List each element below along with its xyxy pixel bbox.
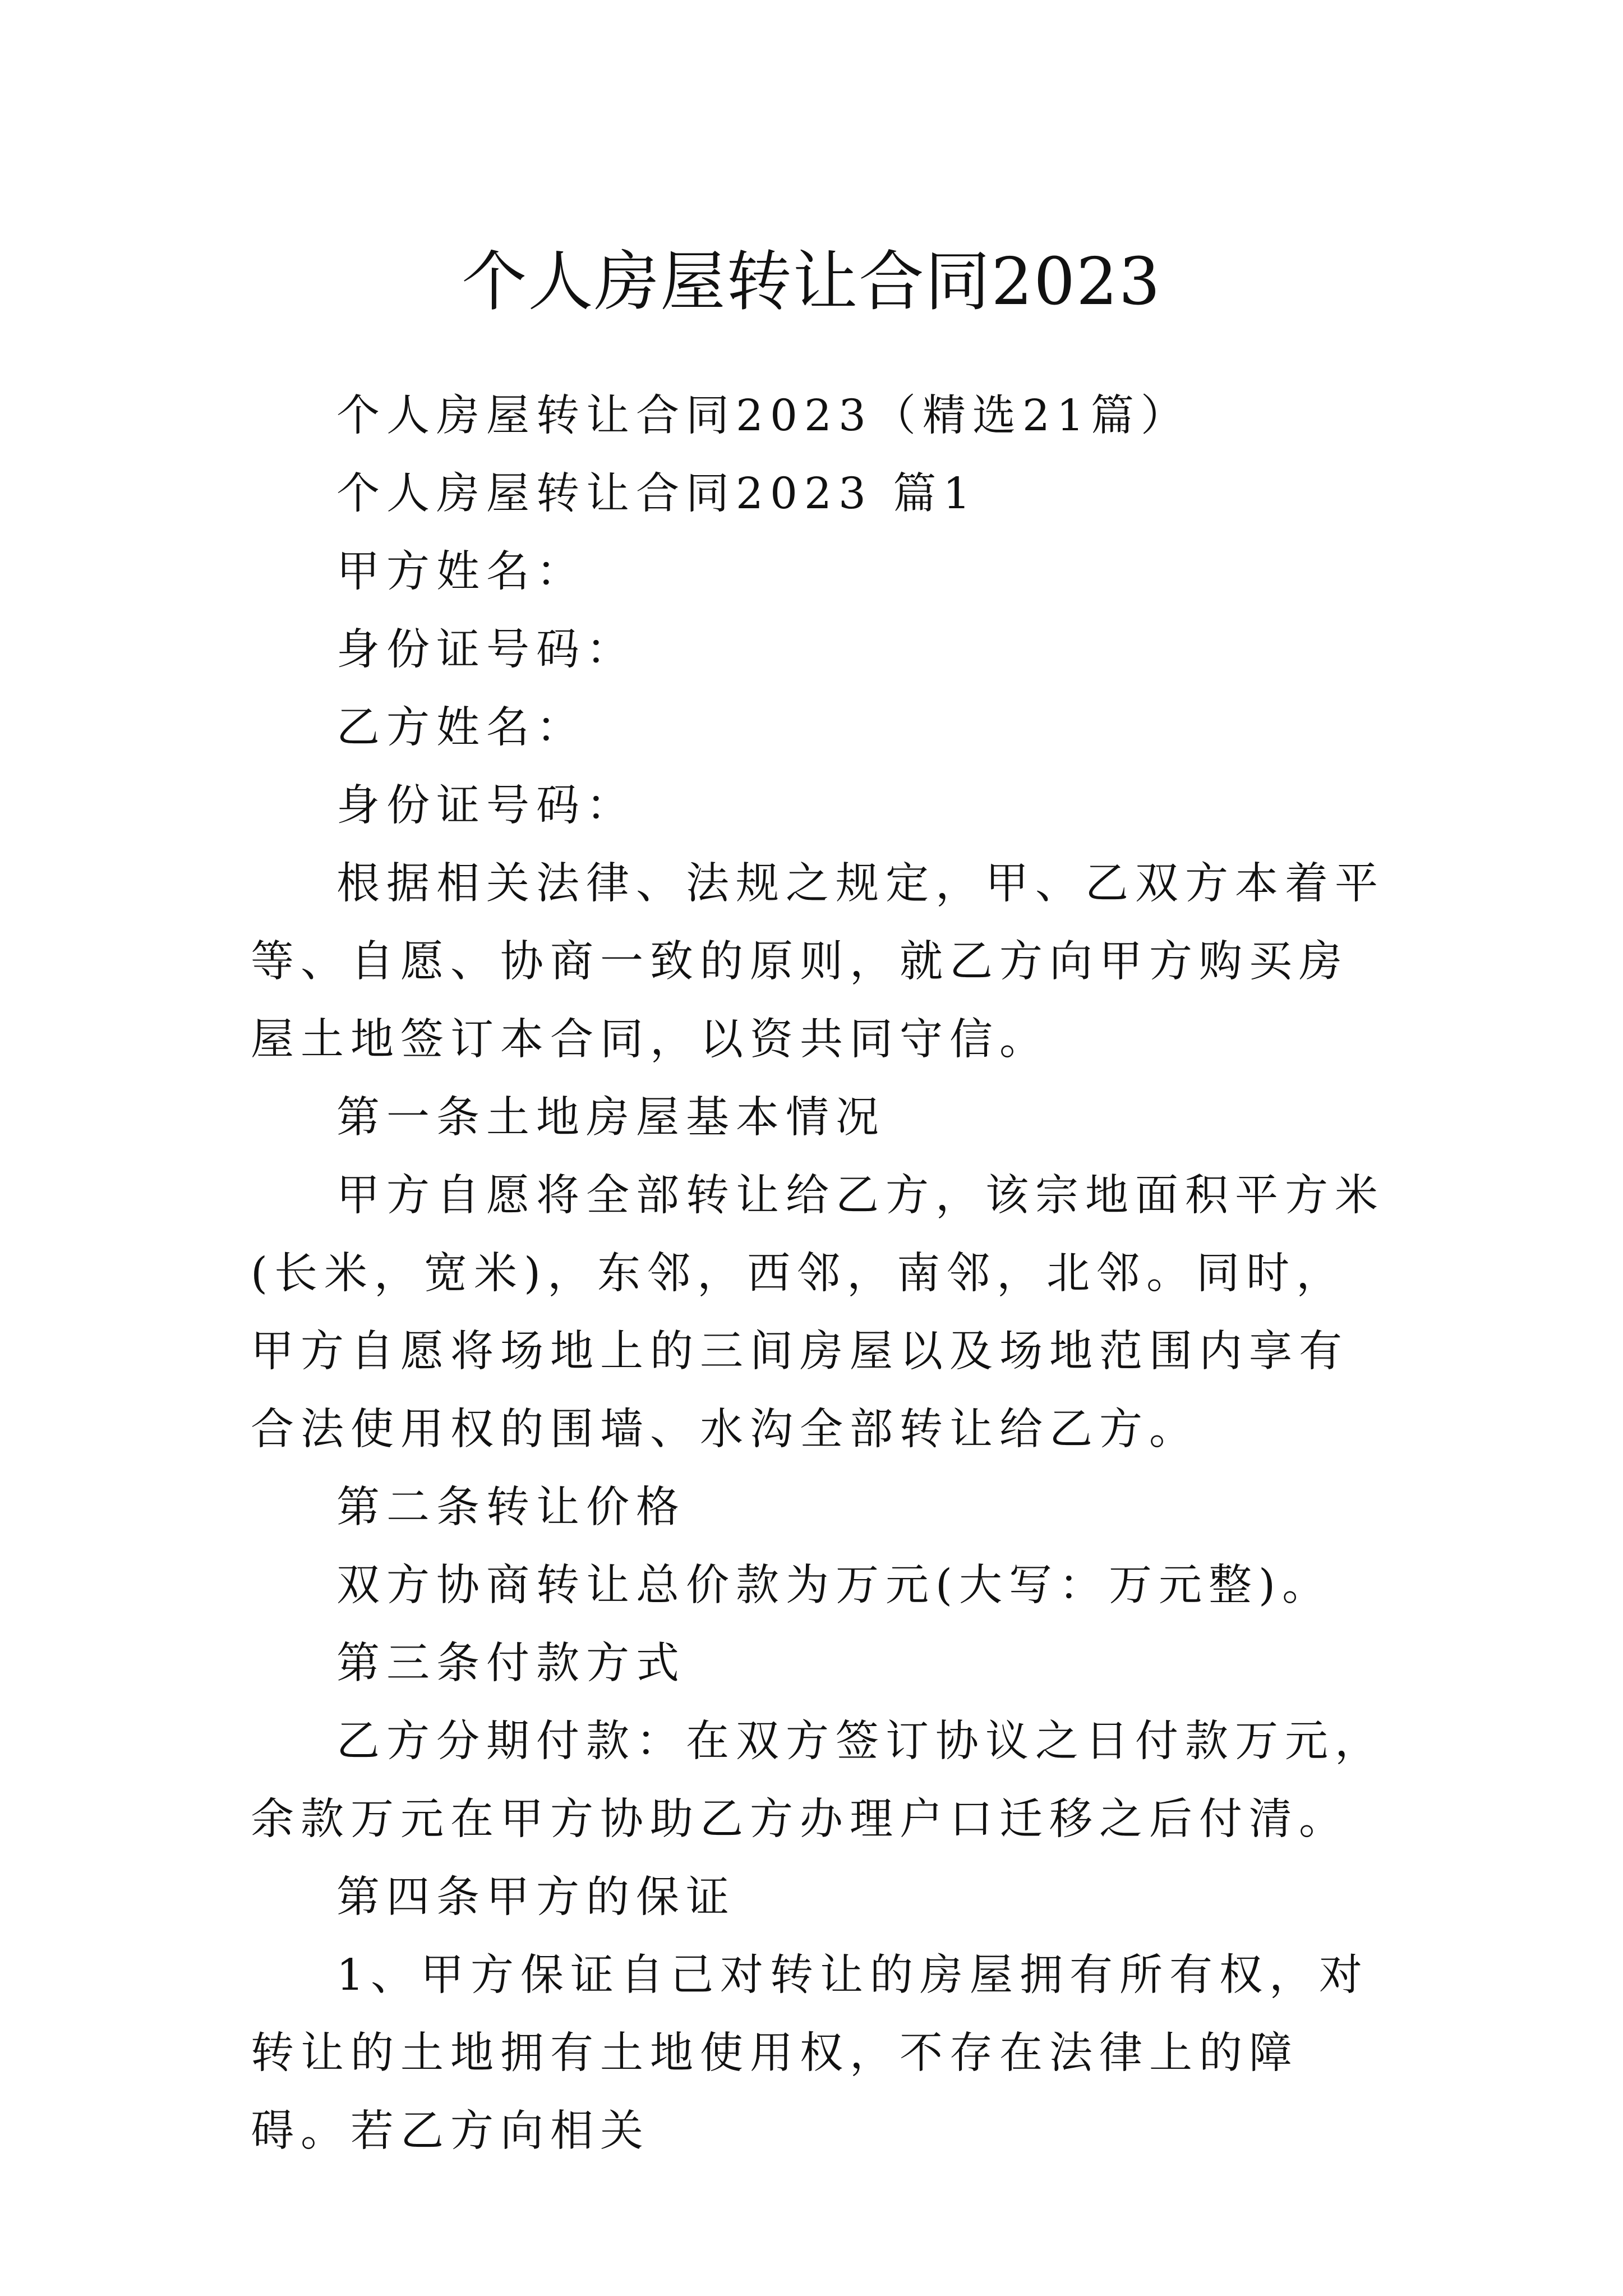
article-2-heading: 第二条转让价格 — [336, 1483, 686, 1533]
article-3-heading: 第三条付款方式 — [336, 1639, 686, 1688]
document-subtitle: 个人房屋转让合同2023（精选21篇） — [336, 391, 1191, 441]
article-2-text: 双方协商转让总价款为万元(大写：万元整)。 — [336, 1561, 1332, 1611]
article-1-text: 甲方自愿将全部转让给乙方，该宗地面积平方米(长米，宽米)，东邻，西邻，南邻，北邻。同时，甲方自愿将场地上的三间房屋以及场地范围内享有合法使用权的围墙、水沟全部转让给乙方。 — [251, 1171, 1385, 1455]
section-heading: 个人房屋转让合同2023 篇1 — [336, 469, 978, 519]
party-b-name-line: 乙方姓名： — [336, 703, 586, 753]
article-4-heading: 第四条甲方的保证 — [336, 1872, 736, 1922]
article-4-clause-1: 1、甲方保证自己对转让的房屋拥有所有权，对转让的土地拥有土地使用权，不存在法律上的障碍。若乙方向相关 — [251, 1950, 1369, 2156]
party-a-name-line: 甲方姓名： — [336, 547, 586, 597]
page-title: 个人房屋转让合同2023 — [462, 243, 1161, 320]
preamble-paragraph: 根据相关法律、法规之规定，甲、乙双方本着平等、自愿、协商一致的原则，就乙方向甲方购买房屋土地签订本合同，以资共同守信。 — [251, 859, 1385, 1065]
article-3-text: 乙方分期付款：在双方签订协议之日付款万元，余款万元在甲方协助乙方办理户口迁移之后付清。 — [251, 1717, 1385, 1844]
article-1-heading: 第一条土地房屋基本情况 — [336, 1093, 886, 1143]
document-body — [251, 377, 1390, 2170]
party-b-id-line: 身份证号码： — [336, 781, 636, 831]
party-a-id-line: 身份证号码： — [336, 625, 636, 675]
